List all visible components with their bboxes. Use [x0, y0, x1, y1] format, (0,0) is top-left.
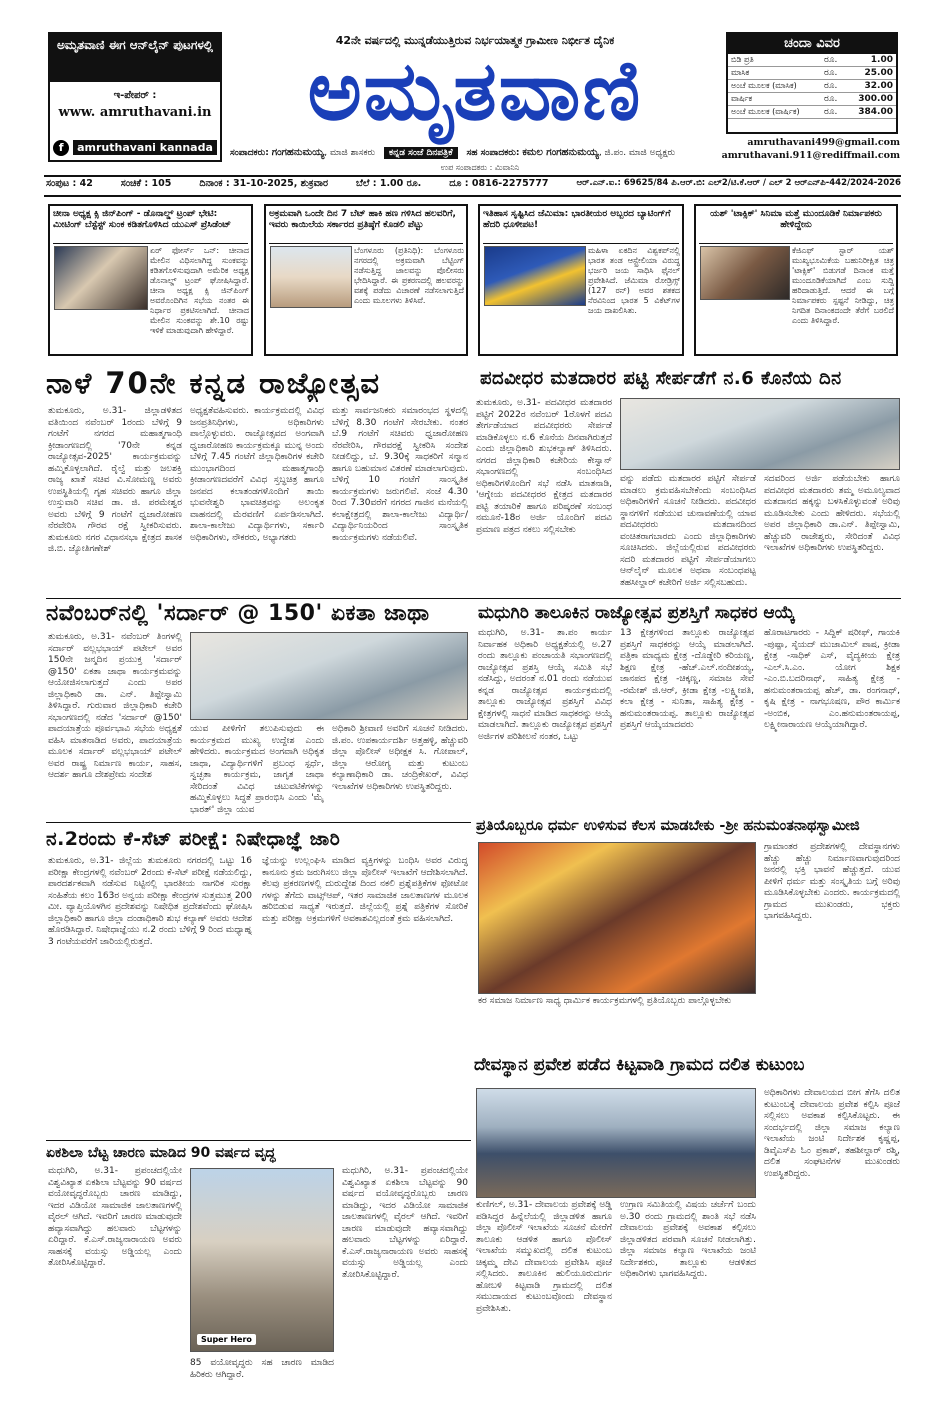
facebook-row[interactable]	[50, 140, 220, 156]
editor-name: ಗಂಗಹನುಮಯ್ಯ	[271, 147, 325, 158]
subscription-row-amount: 25.00	[845, 67, 896, 80]
rajyotsava-col1: ತುಮಕೂರು, ಅ.31- ಜಿಲ್ಲಾಡಳಿತದ ವತಿಯಿಂದ ನವೆಂಬರ್ 1ರಂದು ಬೆಳಿಗ್ಗೆ 9 ಗಂಟೆಗೆ ನಗರದ ಮಹಾತ್ಮಗಾಂಧಿ ಕ್ರೀಡಾಂಗಣದಲ್ಲಿ '70ನೇ ಕನ್ನಡ ರಾಜ್ಯೋತ್ಸವ-2025' ಕಾರ್ಯಕ್ರಮವನ್ನು ಹಮ್ಮಿಕೊಳ್ಳಲಾಗಿದೆ. ರೈಲ್ವೆ ಮತ್ತು ಜಲಶಕ್ತಿ ರಾಜ್ಯ ಖಾತೆ ಸಚಿವ ವಿ.ಸೋಮಣ್ಣ ಅವರು ಉಪಸ್ಥಿತಿಯಲ್ಲಿ ಗೃಹ ಸಚಿವರು ಹಾಗೂ ಜಿಲ್ಲಾ ಉಸ್ತುವಾರಿ ಸಚಿವ ಡಾ. ಜಿ. ಪರಮೇಶ್ವರ ಅವರು ಬೆಳಿಗ್ಗೆ 9 ಗಂಟೆಗೆ ಧ್ವಜಾರೋಹಣ ನೆರವೇರಿಸಿ ಗೌರವ ರಕ್ಷೆ ಸ್ವೀಕರಿಸುವರು. ತುಮಕೂರು ನಗರ ವಿಧಾನಸಭಾ ಕ್ಷೇತ್ರದ ಶಾಸಕ ಜಿ.ಬಿ. ಜ್ಯೋತಿಗಣೇಶ್	[48, 406, 182, 554]
divider-1	[46, 598, 901, 599]
divider-2	[46, 822, 471, 823]
editor-label: ಸಂಪಾದಕರು:	[230, 148, 269, 158]
masthead-title: ಅಮೃತವಾಣಿ	[307, 44, 643, 139]
subscription-row-label: ವಾರ್ಷಿಕ	[728, 93, 821, 106]
rajyotsava-col2: ಅಧ್ಯಕ್ಷತೆವಹಿಸುವರು. ಕಾರ್ಯಕ್ರಮದಲ್ಲಿ ವಿವಿಧ ಜನಪ್ರತಿನಿಧಿಗಳು, ಅಧಿಕಾರಿಗಳು ಪಾಲ್ಗೊಳ್ಳುವರು. ರಾಜ್ಯೋತ್ಸವದ ಅಂಗವಾಗಿ ಧ್ವಜಾರೋಹಣ ಕಾರ್ಯಕ್ರಮಕ್ಕೂ ಮುನ್ನ ಅಂದು ಬೆಳಿಗ್ಗೆ 7.45 ಗಂಟೆಗೆ ಜಿಲ್ಲಾಧಿಕಾರಿಗಳ ಕಚೇರಿ ಮುಂಭಾಗದಿಂದ ಮಹಾತ್ಮಗಾಂಧಿ ಕ್ರೀಡಾಂಗಣದವರೆಗೆ ವಿವಿಧ ಸ್ತಬ್ಧಚಿತ್ರ ಹಾಗೂ ಜನಪದ ಕಲಾತಂಡಗಳೊಂದಿಗೆ ತಾಯಿ ಭುವನೇಶ್ವರಿ ಭಾವಚಿತ್ರವನ್ನು ಅಲಂಕೃತ ವಾಹನದಲ್ಲಿ ಮೆರವಣಿಗೆ ಏರ್ಪಡಿಸಲಾಗಿದೆ. ಶಾಲಾ-ಕಾಲೇಜು ವಿದ್ಯಾರ್ಥಿಗಳು, ಸರ್ಕಾರಿ ಅಧಿಕಾರಿಗಳು, ನೌಕರರು, ಅಭ್ಯಾಗತರು	[190, 406, 324, 543]
devasthana-photo	[476, 1088, 756, 1198]
trek-headline: ಏಕಶಿಲಾ ಬೆಟ್ಟ ಚಾರಣ ಮಾಡಿದ 90 ವರ್ಷದ ವೃದ್ಧ	[46, 1145, 276, 1161]
top-story-4-headline: ಯಶ್ 'ಟಾಕ್ಸಿಕ್' ಸಿನಿಮಾ ಮತ್ತೆ ಮುಂದೂಡಿಕೆ ನಿರ್ಮಾಪಕರು ಹೇಳಿದ್ದೇನು	[699, 209, 893, 244]
sardar-photo	[190, 632, 468, 720]
rajyotsava-col3: ಮತ್ತು ಸಾರ್ವಜನಿಕರು ಸಮಾರಂಭದ ಸ್ಥಳದಲ್ಲಿ ಬೆಳಿಗ್ಗೆ 8.30 ಗಂಟೆಗೆ ಸೇರಬೇಕು. ನಂತರ ಬೆ.9 ಗಂಟೆಗೆ ಸಚಿವರು ಧ್ವಜಾರೋಹಣ ನೆರವೇರಿಸಿ, ಗೌರವರಕ್ಷೆ ಸ್ವೀಕರಿಸಿ ಸಂದೇಶ ನೀಡಲಿದ್ದು, ಬೆ. 9.30ಕ್ಕೆ ಸಾಧಕರಿಗೆ ಸನ್ಮಾನ ಹಾಗೂ ಬಹುಮಾನ ವಿತರಣೆ ಮಾಡಲಾಗುವುದು. ಬೆಳಿಗ್ಗೆ 10 ಗಂಟೆಗೆ ಸಾಂಸ್ಕೃತಿಕ ಕಾರ್ಯಕ್ರಮಗಳು ಜರುಗಲಿವೆ. ಸಂಜೆ 4.30 ರಿಂದ 7.30ವರೆಗೆ ನಗರದ ಗಾಜಿನ ಮನೆಯಲ್ಲಿ ಕಲಾಕ್ಷೇತ್ರದಲ್ಲಿ ಶಾಲಾ-ಕಾಲೇಜು ವಿದ್ಯಾರ್ಥಿ/ವಿದ್ಯಾರ್ಥಿನಿಯರಿಂದ ಸಾಂಸ್ಕೃತಿಕ ಕಾರ್ಯಕ್ರಮಗಳು ನಡೆಯಲಿವೆ.	[332, 406, 468, 543]
trek-col2: ಮಧುಗಿರಿ, ಅ.31- ಪ್ರಪಂಚದಲ್ಲಿಯೇ ವಿಶ್ವವಿಖ್ಯಾತ ಏಕಶಿಲಾ ಬೆಟ್ಟವನ್ನು 90 ವರ್ಷದ ವಯೋವೃದ್ಧರೊಬ್ಬರು ಚಾರಣ ಮಾಡಿದ್ದು, ಇದರ ವಿಡಿಯೋ ಸಾಮಾಜಿಕ ಜಾಲತಾಣಗಳಲ್ಲಿ ವೈರಲ್ ಆಗಿದೆ. ಇವರಿಗೆ ಚಾರಣ ಮಾಡುವುದೇ ಹವ್ಯಾಸವಾಗಿದ್ದು ಹಲವಾರು ಬೆಟ್ಟಗಳನ್ನು ಏರಿದ್ದಾರೆ. ಕೆ.ಎಸ್.ರಾಜ್ಯನಾರಾಯಣ ಅವರು ಸಾಹಸಕ್ಕೆ ವಯಸ್ಸು ಅಡ್ಡಿಯಲ್ಲ ಎಂದು ತೋರಿಸಿಕೊಟ್ಟಿದ್ದಾರೆ.	[342, 1166, 468, 1280]
devasthana-col2: ಉಗ್ರಾಣ ಸಮಿತಿಯಲ್ಲಿ ವಿಷಯ ಚರ್ಚೆಗೆ ಬಂದು ಅ.30 ರಂದು ಗ್ರಾಮದಲ್ಲಿ ಶಾಂತಿ ಸಭೆ ನಡೆಸಿ ದೇವಾಲಯ ಪ್ರವೇಶಕ್ಕೆ ಅವಕಾಶ ಕಲ್ಪಿಸಲು ಜಿಲ್ಲಾಡಳಿತದ ಪರವಾಗಿ ಸೂಚನೆ ನೀಡಲಾಗಿತ್ತು. ಜಿಲ್ಲಾ ಸಮಾಜ ಕಲ್ಯಾಣ ಇಲಾಖೆಯ ಜಂಟಿ ನಿರ್ದೇಶಕರು, ತಾಲ್ಲೂಕು ಆಡಳಿತದ ಅಧಿಕಾರಿಗಳು ಭಾಗವಹಿಸಿದ್ದರು.	[620, 1200, 756, 1279]
infobar-registration: ಆರ್.ಎನ್.ಐ.: 69625/84 ಪಿ.ಆರ್.ಬಿ: ಎಲ್2/ಟಿ.ಕೆ.ಆರ್ / ಎಲ್ 2 ಆರ್‌ಎನ್‌ಪಿ-442/2024-2026	[576, 178, 901, 188]
dharma-headline: ಪ್ರತಿಯೊಬ್ಬರೂ ಧರ್ಮ ಉಳಿಸುವ ಕೆಲಸ ಮಾಡಬೇಕು -ಶ್ರೀ ಹನುಮಂತನಾಥಸ್ವಾಮೀಜಿ	[476, 818, 860, 834]
subscription-row-label: ಅಂಚೆ ಮೂಲಕ (ವಾರ್ಷಿಕ)	[728, 106, 821, 119]
top-story-4-body: ಕೆಜಿಎಫ್ ಸ್ಟಾರ್ ಯಶ್ ಮುಖ್ಯಭೂಮಿಕೆಯ ಬಹುನಿರೀಕ್ಷಿತ ಚಿತ್ರ 'ಟಾಕ್ಸಿಕ್' ಬಿಡುಗಡೆ ದಿನಾಂಕ ಮತ್ತೆ ಮುಂದೂಡಿಕೆಯಾಗಿದೆ ಎಂಬ ಸುದ್ದಿ ಹರಿದಾಡುತ್ತಿದೆ. ಆದರೆ ಈ ಬಗ್ಗೆ ನಿರ್ಮಾಪಕರು ಸ್ಪಷ್ಟನೆ ನೀಡಿದ್ದು, ಚಿತ್ರ ನಿಗದಿತ ದಿನಾಂಕದಂದೇ ತೆರೆಗೆ ಬರಲಿದೆ ಎಂದು ತಿಳಿಸಿದ್ದಾರೆ.	[792, 246, 894, 325]
masthead-tagline: 42ನೇ ವರ್ಷದಲ್ಲಿ ಮುನ್ನಡೆಯುತ್ತಿರುವ ನಿರ್ಭಯಾತ್ಮಕ ಗ್ರಾಮೀಣ ನಿರ್ಭೀತ ದೈನಿಕ	[335, 34, 615, 47]
infobar-volume: ಸಂಪುಟ : 42	[46, 178, 93, 189]
trek-photo-caption: Super Hero	[197, 1334, 256, 1345]
trek-col1: ಮಧುಗಿರಿ, ಅ.31- ಪ್ರಪಂಚದಲ್ಲಿಯೇ ವಿಶ್ವವಿಖ್ಯಾತ ಏಕಶಿಲಾ ಬೆಟ್ಟವನ್ನು 90 ವರ್ಷದ ವಯೋವೃದ್ಧರೊಬ್ಬರು ಚಾರಣ ಮಾಡಿದ್ದು, ಇದರ ವಿಡಿಯೋ ಸಾಮಾಜಿಕ ಜಾಲತಾಣಗಳಲ್ಲಿ ವೈರಲ್ ಆಗಿದೆ. ಇವರಿಗೆ ಚಾರಣ ಮಾಡುವುದೇ ಹವ್ಯಾಸವಾಗಿದ್ದು ಹಲವಾರು ಬೆಟ್ಟಗಳನ್ನು ಏರಿದ್ದಾರೆ. ಕೆ.ಎಸ್.ರಾಜ್ಯನಾರಾಯಣ ಅವರು ಸಾಹಸಕ್ಕೆ ವಯಸ್ಸು ಅಡ್ಡಿಯಲ್ಲ ಎಂದು ತೋರಿಸಿಕೊಟ್ಟಿದ್ದಾರೆ.	[48, 1166, 182, 1268]
email-1[interactable]: amruthavani499@gmail.com	[747, 137, 900, 148]
subscription-row-unit: ರೂ.	[821, 67, 845, 80]
subscription-row-amount: 384.00	[845, 106, 896, 119]
top-story-4[interactable]	[694, 204, 898, 356]
infobar-price: ಬೆಲೆ : 1.00 ರೂ.	[356, 178, 422, 189]
top-story-2[interactable]	[264, 204, 468, 356]
top-story-3-body: ಮಹಿಳಾ ಏಕದಿನ ವಿಶ್ವಕಪ್‌ನಲ್ಲಿ ಭಾರತ ತಂಡ ಆಸ್ಟ್ರೇಲಿಯಾ ವಿರುದ್ಧ ಭರ್ಜರಿ ಜಯ ಸಾಧಿಸಿ ಫೈನಲ್ ಪ್ರವೇಶಿಸಿದೆ. ಜೆಮಿಮಾ ರೋಡ್ರಿಗ್ಸ್ (127 ರನ್) ಅವರ ಶತಕದ ನೆರವಿನಿಂದ ಭಾರತ 5 ವಿಕೆಟ್‌ಗಳ ಜಯ ದಾಖಲಿಸಿತು.	[588, 246, 680, 315]
top-story-2-photo	[270, 246, 352, 308]
voters-col2: ವನ್ನು ಪಡೆದು ಮತದಾರರ ಪಟ್ಟಿಗೆ ಸೇರ್ಪಡೆ ಮಾಡಲು ಕ್ರಮವಹಿಸಬೇಕೆಂದು ಸಂಬಂಧಿಸಿದ ಅಧಿಕಾರಿಗಳಿಗೆ ಸೂಚನೆ ನೀಡಿದರು. ಪದವೀಧರ ಸ್ಥಾನಗಳಿಗೆ ನಡೆಯುವ ಚುನಾವಣೆಯಲ್ಲಿ ಯಾವ ಪದವೀಧರರು ಮತದಾನದಿಂದ ವಂಚಿತರಾಗಬಾರದು ಎಂದು ಜಿಲ್ಲಾಧಿಕಾರಿಗಳು ಸೂಚಿಸಿದರು. ಜಿಲ್ಲೆಯಲ್ಲಿರುವ ಪದವೀಧರರು ಸದರಿ ಮತದಾರರ ಪಟ್ಟಿಗೆ ಸೇರ್ಪಡೆಯಾಗಲು ಆನ್‌ಲೈನ್ ಮೂಲಕ ಅಥವಾ ಸಂಬಂಧಪಟ್ಟ ತಹಸೀಲ್ದಾರ್ ಕಚೇರಿಗೆ ಅರ್ಜಿ ಸಲ್ಲಿಸಬಹುದು.	[620, 474, 756, 588]
madhugiri-col3: ಹೊರಾಟಗಾರರು - ಸಿದ್ದಿಕ್ ಷರೀಫ್, ಗಾಯಕಿ -ಪುಷ್ಪಾ, ಸೈಯದ್ ಮುಜಾಮಿಲ್ ಪಾಷ, ಕ್ರೀಡಾ ಕ್ಷೇತ್ರ -ಸಾಧಿಕ್ ಎಸ್, ವೈದ್ಯಕೀಯ ಕ್ಷೇತ್ರ -ಎಲ್.ಸಿ.ಎಂ. ಯೋಗ ಶಿಕ್ಷಕ -ಎಂ.ಬಿ.ಬದರಿನಾಥ್, ಸಾಹಿತ್ಯ ಕ್ಷೇತ್ರ - ಹನುಮಂತರಾಯಪ್ಪ ಹೆಚ್, ಡಾ. ರಂಗನಾಥ್, ಕೃಷಿ ಕ್ಷೇತ್ರ - ನಾಗಭೂಷಣ, ಪೌರ ಕಾರ್ಮಿಕ -ಅಂಬಿಕ, ಎಂ.ಹನುಮಂತರಾಯಪ್ಪ, ಲಕ್ಷ್ಮೀನಾರಾಯಣ ಆಯ್ಕೆಯಾಗಿದ್ದಾರೆ.	[764, 628, 900, 730]
top-story-3[interactable]	[478, 204, 684, 356]
knet-col2: ಜ್ಞೆಯನ್ನು ಉಲ್ಲಂಘಿಸಿ ಮಾಡಿದ ವ್ಯಕ್ತಿಗಳನ್ನು ಬಂಧಿಸಿ ಅವರ ವಿರುದ್ಧ ಕಾನೂನು ಕ್ರಮ ಜರುಗಿಸಲು ಜಿಲ್ಲಾ ಪೊಲೀಸ್ ಇಲಾಖೆಗೆ ಆದೇಶಿಸಲಾಗಿದೆ. ಕೆಲವು ಪ್ರಕರಣಗಳಲ್ಲಿ ದುರುದ್ದೇಶ ದಿಂದ ನಕಲಿ ಪ್ರಶ್ನೆಪತ್ರಿಕೆಗಳ ಫೋಟೋ ಗಳನ್ನು ತೆಗೆದು ವಾಟ್ಸ್‌ಆಪ್, ಇತರ ಸಾಮಾಜಿಕ ಜಾಲತಾಣಗಳ ಮೂಲಕ ಹರಿಬಿಡುವ ಸಾಧ್ಯತೆ ಇರುತ್ತದೆ. ಜಿಲ್ಲೆಯಲ್ಲಿ ಪ್ರಶ್ನೆ ಪತ್ರಿಕೆಗಳ ಸೋರಿಕೆ ಮತ್ತು ಪರೀಕ್ಷಾ ಅಕ್ರಮಗಳಿಗೆ ಅವಕಾಶವಿಲ್ಲದಂತೆ ಕ್ರಮ ವಹಿಸಲಾಗಿದೆ.	[262, 856, 468, 924]
subscription-row-amount: 300.00	[845, 93, 896, 106]
devasthana-headline: ದೇವಸ್ಥಾನ ಪ್ರವೇಶ ಪಡೆದ ಕಿಟ್ಟವಾಡಿ ಗ್ರಾಮದ ದಲಿತ ಕುಟುಂಬ	[474, 1055, 805, 1075]
infobar	[46, 178, 901, 194]
top-story-1[interactable]	[48, 204, 253, 356]
subscription-title: ಚಂದಾ ವಿವರ	[728, 34, 896, 54]
knet-col1: ತುಮಕೂರು, ಅ.31- ಜಿಲ್ಲೆಯ ತುಮಕೂರು ನಗರದಲ್ಲಿ ಒಟ್ಟು 16 ಪರೀಕ್ಷಾ ಕೇಂದ್ರಗಳಲ್ಲಿ ನವೆಂಬರ್ 2ರಂದು ಕೆ-ಸೆಟ್ ಪರೀಕ್ಷೆ ನಡೆಯಲಿದ್ದು, ಪಾರದರ್ಶಕವಾಗಿ ನಡೆಸುವ ನಿಟ್ಟಿನಲ್ಲಿ ಭಾರತೀಯ ನಾಗರಿಕ ಸುರಕ್ಷಾ ಸಂಹಿತೆಯ ಕಲಂ 163ರ ಅನ್ವಯ ಪರೀಕ್ಷಾ ಕೇಂದ್ರಗಳ ಸುತ್ತಮುತ್ತ 200 ಮೀ. ವ್ಯಾಪ್ತಿಯೊಳಗಿನ ಪ್ರದೇಶವನ್ನು ನಿಷೇಧಿತ ಪ್ರದೇಶವೆಂದು ಘೋಷಿಸಿ ಜಿಲ್ಲಾಧಿಕಾರಿ ಹಾಗೂ ಜಿಲ್ಲಾ ದಂಡಾಧಿಕಾರಿ ಶುಭ ಕಲ್ಯಾಣ್ ಅವರು ಆದೇಶ ಹೊರಡಿಸಿದ್ದಾರೆ. ನಿಷೇಧಾಜ್ಞೆಯು ನ.2 ರಂದು ಬೆಳಿಗ್ಗೆ 9 ರಿಂದ ಮಧ್ಯಾಹ್ನ 3 ಗಂಟೆಯವರೆಗೆ ಜಾರಿಯಲ್ಲಿರುತ್ತದೆ.	[48, 856, 252, 947]
subscription-table	[728, 54, 896, 119]
subscription-row	[728, 93, 896, 106]
trek-photo	[190, 1168, 334, 1352]
top-story-3-photo	[484, 246, 586, 306]
voters-headline: ಪದವೀಧರ ಮತದಾರರ ಪಟ್ಟಿ ಸೇರ್ಪಡೆಗೆ ನ.6 ಕೊನೆಯ ದಿನ	[480, 368, 842, 389]
subscription-row	[728, 106, 896, 119]
voters-col3: ಸದವರಿಂದ ಅರ್ಜಿ ಪಡೆಯಬೇಕು ಹಾಗೂ ಪದವೀಧರ ಮತದಾರರು ತಮ್ಮ ಅಮೂಲ್ಯವಾದ ಮತದಾನದ ಹಕ್ಕನ್ನು ಬಳಸಿಕೊಳ್ಳುವಂತೆ ಅರಿವು ಮೂಡಿಸಬೇಕು ಎಂದು ಹೇಳಿದರು. ಸಭೆಯಲ್ಲಿ ಅಪರ ಜಿಲ್ಲಾಧಿಕಾರಿ ಡಾ.ಎನ್. ತಿಪ್ಪೇಸ್ವಾಮಿ, ಹೆಚ್ಚುವರಿ ರಾಜೇಶ್ವರು, ಸೇರಿದಂತೆ ವಿವಿಧ ಇಲಾಖೆಗಳ ಅಧಿಕಾರಿಗಳು ಉಪಸ್ಥಿತರಿದ್ದರು.	[764, 474, 900, 553]
rajyotsava-headline: ನಾಳೆ 70ನೇ ಕನ್ನಡ ರಾಜ್ಯೋತ್ಸವ	[46, 366, 381, 400]
co-editor-role: , ಜಿ.ಪಂ. ಮಾಜಿ ಅಧ್ಯಕ್ಷರು	[598, 148, 676, 158]
devasthana-col3: ಅಧಿಕಾರಿಗಳು ದೇವಾಲಯದ ಬೀಗ ತೆಗೆಸಿ ದಲಿತ ಕುಟುಂಬಕ್ಕೆ ದೇವಾಲಯ ಪ್ರವೇಶ ಕಲ್ಪಿಸಿ ಪೂಜೆ ಸಲ್ಲಿಸಲು ಅವಕಾಶ ಕಲ್ಪಿಸಿಕೊಟ್ಟರು. ಈ ಸಂದರ್ಭದಲ್ಲಿ ಜಿಲ್ಲಾ ಸಮಾಜ ಕಲ್ಯಾಣ ಇಲಾಖೆಯ ಜಂಟಿ ನಿರ್ದೇಶಕ ಕೃಷ್ಣಪ್ಪ, ಡಿವೈಎಸ್‌ಪಿ ಓಂ ಪ್ರಕಾಶ್, ತಹಶೀಲ್ದಾರ್ ರಶ್ಮಿ, ದಲಿತ ಸಂಘಟನೆಗಳ ಮುಖಂಡರು ಉಪಸ್ಥಿತರಿದ್ದರು.	[764, 1088, 900, 1179]
infobar-issue: ಸಂಚಿಕೆ : 105	[120, 178, 172, 189]
infobar-phone: ದೂ : 0816-2275777	[449, 178, 549, 189]
online-box-title: ಅಮೃತವಾಣಿ ಈಗ ಆನ್‌ಲೈನ್ ಪುಟಗಳಲ್ಲಿ	[50, 34, 220, 82]
dharma-photo	[478, 842, 756, 994]
infobar-top-rule	[44, 175, 901, 177]
top-story-2-headline: ಅಕ್ರಮವಾಗಿ ಒಂದೇ ದಿನ 7 ಬೆಟ್ ಹಾಕಿ ಹಣ ಗಳಿಸಿದ ಹಲವರಿಗೆ, ಇವರು ಕಾಯಿಲೆಯ ಸರ್ಕಾರದ ಪ್ರತಿಷ್ಠೆಗೆ ಕೊಡಲಿ ಪೆಟ್ಟು	[269, 209, 463, 244]
top-story-1-photo	[54, 246, 148, 310]
sardar-col1: ತುಮಕೂರು, ಅ.31- ನವೆಂಬರ್ ತಿಂಗಳಲ್ಲಿ ಸರ್ದಾರ್ ವಲ್ಲಭಭಾಯ್ ಪಟೇಲ್ ಅವರ 150ನೇ ಜನ್ಮದಿನ ಪ್ರಯುಕ್ತ 'ಸರ್ದಾರ್ @150' ಏಕತಾ ಜಾಥಾ ಕಾರ್ಯಕ್ರಮವನ್ನು ಆಯೋಜಿಸಲಾಗುತ್ತದೆ ಎಂದು ಅಪರ ಜಿಲ್ಲಾಧಿಕಾರಿ ಡಾ. ಎನ್. ತಿಪ್ಪೇಸ್ವಾಮಿ ತಿಳಿಸಿದ್ದಾರೆ. ಗುರುವಾರ ಜಿಲ್ಲಾಧಿಕಾರಿ ಕಚೇರಿ ಸಭಾಂಗಣದಲ್ಲಿ ನಡೆದ 'ಸರ್ದಾರ್ @150' ಪಾದಯಾತ್ರೆಯ ಪೂರ್ವಭಾವಿ ಸಭೆಯ ಅಧ್ಯಕ್ಷತೆ ವಹಿಸಿ ಮಾತನಾಡಿದ ಅವರು, ಪಾದಯಾತ್ರೆಯ ಮೂಲಕ ಸರ್ದಾರ್ ವಲ್ಲಭಭಾಯ್ ಪಟೇಲ್ ಅವರ ರಾಷ್ಟ್ರ ನಿರ್ಮಾಣ ಕಾರ್ಯ, ಸಾಹಸ, ಆದರ್ಶ ಹಾಗೂ ದೇಶಪ್ರೇಮ ಸಂದೇಶ	[48, 632, 182, 780]
email-2[interactable]: amruthavani.911@rediffmail.com	[721, 150, 900, 161]
top-story-1-headline: ಚೀನಾ ಅಧ್ಯಕ್ಷ ಕ್ಸಿ ಜಿನ್‌ಪಿಂಗ್ - ಡೊನಾಲ್ಡ್ ಟ್ರಂಪ್ ಭೇಟಿ: ಮೀಟಿಂಗ್ ಬೆಸ್ಟೆಸ್ಟ್ ಸುಂಕ ಕಡಿತಗೊಳಿಸಿದ ಯುಎಸ್ ಪ್ರೆಸಿಡೆಂಟ್	[53, 209, 248, 244]
top-story-1-body: ಏರ್ ಫೋರ್ಸ್ ಒನ್: ಚೀನಾದ ಮೇಲಿನ ವಿಧಿಸಲಾಗಿದ್ದ ಸುಂಕವನ್ನು ಕಡಿತಗೊಳಿಸುವುದಾಗಿ ಅಮೆರಿಕ ಅಧ್ಯಕ್ಷ ಡೊನಾಲ್ಡ್ ಟ್ರಂಪ್ ಘೋಷಿಸಿದ್ದಾರೆ. ಚೀನಾ ಅಧ್ಯಕ್ಷ ಕ್ಸಿ ಜಿನ್‌ಪಿಂಗ್ ಅವರೊಂದಿಗಿನ ಸಭೆಯ ನಂತರ ಈ ನಿರ್ಧಾರ ಪ್ರಕಟಿಸಲಾಗಿದೆ. ಚೀನಾದ ಮೇಲಿನ ಸುಂಕವನ್ನು ಶೇ.10 ರಷ್ಟು ಇಳಿಕೆ ಮಾಡುವುದಾಗಿ ಹೇಳಿದ್ದಾರೆ.	[150, 246, 249, 335]
subscription-row-unit: ರೂ.	[821, 80, 845, 93]
assistant-editor: ಉಪ ಸಂಪಾದಕರು : ಮಿವಾನಿನಿ	[440, 163, 520, 172]
epaper-label: ಇ-ಪೇಪರ್ :	[113, 90, 157, 101]
subscription-row-unit: ರೂ.	[821, 93, 845, 106]
dharma-col3: ಗ್ರಾಮಾಂತರ ಪ್ರದೇಶಗಳಲ್ಲಿ ದೇವಸ್ಥಾನಗಳು ಹೆಚ್ಚು ಹೆಚ್ಚು ನಿರ್ಮಾಣವಾಗುವುದರಿಂದ ಜನರಲ್ಲಿ ಭಕ್ತಿ ಭಾವನೆ ಹೆಚ್ಚುತ್ತದೆ. ಯುವ ಪೀಳಿಗೆ ಧರ್ಮ ಮತ್ತು ಸಂಸ್ಕೃತಿಯ ಬಗ್ಗೆ ಅರಿವು ಮೂಡಿಸಿಕೊಳ್ಳಬೇಕು ಎಂದರು. ಕಾರ್ಯಕ್ರಮದಲ್ಲಿ ಗ್ರಾಮದ ಮುಖಂಡರು, ಭಕ್ತರು ಭಾಗವಹಿಸಿದ್ದರು.	[764, 842, 900, 921]
subscription-row-amount: 32.00	[845, 80, 896, 93]
co-editor-label: ಸಹ ಸಂಪಾದಕರು:	[466, 148, 520, 158]
top-story-2-body: ಬೆಂಗಳೂರು (ಪ್ರತಿನಿಧಿ): ಬೆಂಗಳೂರು ನಗರದಲ್ಲಿ ಅಕ್ರಮವಾಗಿ ಬೆಟ್ಟಿಂಗ್ ನಡೆಸುತ್ತಿದ್ದ ಜಾಲವನ್ನು ಪೊಲೀಸರು ಭೇದಿಸಿದ್ದಾರೆ. ಈ ಪ್ರಕರಣದಲ್ಲಿ ಹಲವರನ್ನು ವಶಕ್ಕೆ ಪಡೆದು ವಿಚಾರಣೆ ನಡೆಸಲಾಗುತ್ತಿದೆ ಎಂದು ಮೂಲಗಳು ತಿಳಿಸಿವೆ.	[354, 246, 464, 305]
sardar-col2: ಯುವ ಪೀಳಿಗೆಗೆ ತಲುಪಿಸುವುದು ಈ ಕಾರ್ಯಕ್ರಮದ ಮುಖ್ಯ ಉದ್ದೇಶ ಎಂದು ಹೇಳಿದರು. ಕಾರ್ಯಕ್ರಮದ ಅಂಗವಾಗಿ ಅಧಿಕೃತ ಜಾಥಾ, ವಿದ್ಯಾರ್ಥಿಗಳಿಗೆ ಪ್ರಬಂಧ ಸ್ಪರ್ಧೆ, ಸ್ವಚ್ಛತಾ ಕಾರ್ಯಕ್ರಮ, ಜಾಗೃತ ಜಾಥಾ ಸೇರಿದಂತೆ ವಿವಿಧ ಚಟುವಟಿಕೆಗಳನ್ನು ಹಮ್ಮಿಕೊಳ್ಳಲು ಸಿದ್ಧತೆ ಪ್ರಾರಂಭಿಸಿ ಎಂದು 'ಮೈ ಭಾರತ್' ಜಿಲ್ಲಾ ಯುವ	[190, 724, 324, 815]
top-story-4-photo	[700, 246, 790, 300]
voters-photo	[620, 398, 900, 470]
infobar-date: ದಿನಾಂಕ : 31-10-2025, ಶುಕ್ರವಾರ	[199, 178, 329, 189]
devasthana-col1b: ಕುಣಿಗಲ್, ಅ.31- ದೇವಾಲಯ ಪ್ರವೇಶಕ್ಕೆ ಅಡ್ಡಿ ಪಡಿಸಿದ್ದರ ಹಿನ್ನೆಲೆಯಲ್ಲಿ ಜಿಲ್ಲಾಡಳಿತ ಹಾಗೂ ಜಿಲ್ಲಾ ಪೊಲೀಸ್ ಇಲಾಖೆಯ ಸೂಚನೆ ಮೇರೆಗೆ ತಾಲೂಕು ಆಡಳಿತ ಹಾಗೂ ಪೊಲೀಸ್ ಇಲಾಖೆಯ ಸಮ್ಮುಖದಲ್ಲಿ ದಲಿತ ಕುಟುಂಬ ಚಿಕ್ಕಮ್ಮ ದೇವಿ ದೇವಾಲಯ ಪ್ರವೇಶಿಸಿ ಪೂಜೆ ಸಲ್ಲಿಸಿದರು. ತಾಲೂಕಿನ ಹುಲಿಯೂರುದುರ್ಗ ಹೋಬಳಿ ಕಿಟ್ಟವಾಡಿ ಗ್ರಾಮದಲ್ಲಿ ದಲಿತ ಸಮುದಾಯದ ಕುಟುಂಬವೊಂದು ದೇವಸ್ಥಾನ ಪ್ರವೇಶಿಸಿತು.	[476, 1200, 612, 1314]
sub-label: ಕನ್ನಡ ಸಂಜೆ ದಿನಪತ್ರಿಕೆ	[384, 147, 458, 159]
facebook-icon: f	[53, 140, 69, 156]
subscription-box	[726, 32, 898, 134]
website-link[interactable]: www. amruthavani.in	[58, 105, 212, 120]
subscription-row-unit: ರೂ.	[821, 54, 845, 67]
madhugiri-headline: ಮಧುಗಿರಿ ತಾಲೂಕಿನ ರಾಜ್ಯೋತ್ಸವ ಪ್ರಶಸ್ತಿಗೆ ಸಾಧಕರ ಆಯ್ಕೆ	[478, 603, 796, 623]
co-editor-name: ಕಮಲ ಗಂಗಹನುಮಯ್ಯ	[522, 147, 599, 158]
subscription-row-label: ಅಂಚೆ ಮೂಲಕ (ಮಾಸಿಕ)	[728, 80, 821, 93]
knet-headline: ನ.2ರಂದು ಕೆ-ಸೆಟ್ ಪರೀಕ್ಷೆ: ನಿಷೇಧಾಜ್ಞೆ ಜಾರಿ	[46, 828, 341, 850]
subscription-row	[728, 67, 896, 80]
divider-3	[46, 1140, 471, 1141]
subscription-row-label: ಬಿಡಿ ಪ್ರತಿ	[728, 54, 821, 67]
subscription-row-unit: ರೂ.	[821, 106, 845, 119]
trek-photo-note: 85 ವಯೋವೃದ್ಧರು ಸಹ ಚಾರಣ ಮಾಡಿದ ಹಿರಿಕರು ಆಗಿದ್ದಾರೆ.	[190, 1358, 334, 1380]
subscription-row-label: ಮಾಸಿಕ	[728, 67, 821, 80]
voters-col1: ತುಮಕೂರು, ಅ.31- ಪದವೀಧರ ಮತದಾರರ ಪಟ್ಟಿಗೆ 2022ರ ನವೆಂಬರ್ 1ರೊಳಗೆ ಪದವಿ ತೇರ್ಗಡೆಯಾದ ಪದವೀಧರರು ಸೇರ್ಪಡೆ ಮಾಡಿಕೊಳ್ಳಲು ನ.6 ಕೊನೆಯ ದಿನವಾಗಿರುತ್ತದೆ ಎಂದು ಜಿಲ್ಲಾಧಿಕಾರಿ ಶುಭಕಲ್ಯಾಣ್ ತಿಳಿಸಿದರು. ನಗರದ ಜಿಲ್ಲಾಧಿಕಾರಿ ಕಚೇರಿಯ ಕೇಸ್ವಾನ್ ಸಭಾಂಗಣದಲ್ಲಿ ಸಂಬಂಧಿಸಿದ ಅಧಿಕಾರಿಗಳೊಂದಿಗೆ ಸಭೆ ನಡೆಸಿ ಮಾತನಾಡಿ, 'ಆಗ್ನೇಯ ಪದವೀಧರರ ಕ್ಷೇತ್ರದ ಮತದಾರರ ಪಟ್ಟಿ ತಯಾರಿಕೆ ಹಾಗೂ ಪರಿಷ್ಕರಣೆ ಸಂಬಂಧ ನಮೂನೆ-18ರ ಅರ್ಜಿ ಯೊಂದಿಗೆ ಪದವಿ ಪ್ರಮಾಣ ಪತ್ರದ ನಕಲು ಸಲ್ಲಿಸಬೇಕು	[476, 398, 612, 535]
editor-role: , ಮಾಜಿ ಶಾಸಕರು	[324, 148, 376, 158]
editor-line	[230, 147, 720, 163]
sardar-headline: ನವೆಂಬರ್‌ನಲ್ಲಿ 'ಸರ್ದಾರ್ @ 150' ಏಕತಾ ಜಾಥಾ	[46, 601, 430, 626]
sardar-col3: ಅಧಿಕಾರಿ ಶ್ರೀವಾಣಿ ಅವರಿಗೆ ಸೂಚನೆ ನೀಡಿದರು. ಜಿ.ಪಂ. ಉಪಕಾರ್ಯದರ್ಶಿ ಅತ್ತಹಳ್ಳಿ, ಹೆಚ್ಚುವರಿ ಜಿಲ್ಲಾ ಪೊಲೀಸ್ ಅಧೀಕ್ಷಕ ಸಿ. ಗೋಪಾಲ್, ಜಿಲ್ಲಾ ಆರೋಗ್ಯ ಮತ್ತು ಕುಟುಂಬ ಕಲ್ಯಾಣಾಧಿಕಾರಿ ಡಾ. ಚಂದ್ರಿಕೇಖರ್, ವಿವಿಧ ಇಲಾಖೆಗಳ ಅಧಿಕಾರಿಗಳು ಉಪಸ್ಥಿತರಿದ್ದರು.	[332, 724, 468, 792]
top-story-3-headline: ಇತಿಹಾಸ ಸೃಷ್ಟಿಸಿದ ಜೆಮಿಮಾ: ಭಾರತೀಯರ ಅಬ್ಬರದ ಬ್ಯಾಟಿಂಗ್‌ಗೆ ಹೆದರಿ ಧೂಳೀಪಟ!	[483, 209, 679, 244]
online-box	[48, 32, 222, 162]
dharma-caption: ಕರ ಸಮಾಜ ನಿರ್ಮಾಣ ಸಾಧ್ಯ ಧಾರ್ಮಿಕ ಕಾರ್ಯಕ್ರಮಗಳಲ್ಲಿ ಪ್ರತಿಯೊಬ್ಬರು ಪಾಲ್ಗೊಳ್ಳಬೇಕು	[478, 996, 732, 1006]
infobar-bottom-rule	[44, 195, 901, 197]
facebook-handle: amruthavani kannada	[73, 140, 217, 155]
subscription-row-amount: 1.00	[845, 54, 896, 67]
subscription-row	[728, 80, 896, 93]
subscription-row	[728, 54, 896, 67]
madhugiri-col1: ಮಧುಗಿರಿ, ಅ.31- ತಾ.ಪಂ ಕಾರ್ಯ ನಿರ್ವಾಹಕ ಅಧಿಕಾರಿ ಅಧ್ಯಕ್ಷತೆಯಲ್ಲಿ ಅ.27 ರಂದು ತಾಲ್ಲೂಕು ಪಂಚಾಯತಿ ಸಭಾಂಗಣದಲ್ಲಿ ರಾಜ್ಯೋತ್ಸವ ಪ್ರಶಸ್ತಿ ಆಯ್ಕೆ ಸಮಿತಿ ಸಭೆ ನಡೆಸಿದ್ದು, ಅದರಂತೆ ನ.01 ರಂದು ನಡೆಯುವ ಕನ್ನಡ ರಾಜ್ಯೋತ್ಸವ ಕಾರ್ಯಕ್ರಮದಲ್ಲಿ ತಾಲ್ಲೂಕು ರಾಜ್ಯೋತ್ಸವ ಪ್ರಶಸ್ತಿಗೆ ವಿವಿಧ ಕ್ಷೇತ್ರಗಳಲ್ಲಿ ಸಾಧನೆ ಮಾಡಿದ ಸಾಧಕರನ್ನು ಆಯ್ಕೆ ಮಾಡಲಾಗಿದೆ. ತಾಲ್ಲೂಕು ರಾಜ್ಯೋತ್ಸವ ಪ್ರಶಸ್ತಿಗೆ ಅರ್ಜಿಗಳ ಪರಿಶೀಲನೆ ನಂತರ, ಒಟ್ಟು	[478, 628, 612, 742]
madhugiri-col2: 13 ಕ್ಷೇತ್ರಗಳಿಂದ ತಾಲ್ಲೂಕು ರಾಜ್ಯೋತ್ಸವ ಪ್ರಶಸ್ತಿಗೆ ಸಾಧಕರನ್ನು ಆಯ್ಕೆ ಮಾಡಲಾಗಿದೆ. ಪತ್ರಿಕಾ ಮಾಧ್ಯಮ ಕ್ಷೇತ್ರ -ದೊಡ್ಡೇರಿ ಕರಿಯಣ್ಣ, ಶಿಕ್ಷಣ ಕ್ಷೇತ್ರ -ಹೆಚ್.ಎಲ್.ನಂದೀಶಯ್ಯ, ಜಾನಪದ ಕ್ಷೇತ್ರ -ಚಿಕ್ಕಣ್ಣ, ಸಮಾಜ ಸೇವೆ -ರಮೇಶ್ ಜಿ.ಆರ್, ಕ್ರೀಡಾ ಕ್ಷೇತ್ರ -ಲಕ್ಷ್ಮೀಪತಿ, ಕಲಾ ಕ್ಷೇತ್ರ - ಸುನಿತಾ, ಸಾಹಿತ್ಯ ಕ್ಷೇತ್ರ - ಹನುಮಂತರಾಯಪ್ಪ. ತಾಲ್ಲೂಕು ರಾಜ್ಯೋತ್ಸವ ಪ್ರಶಸ್ತಿಗೆ ಆಯ್ಕೆಯಾದವರು	[620, 628, 754, 730]
